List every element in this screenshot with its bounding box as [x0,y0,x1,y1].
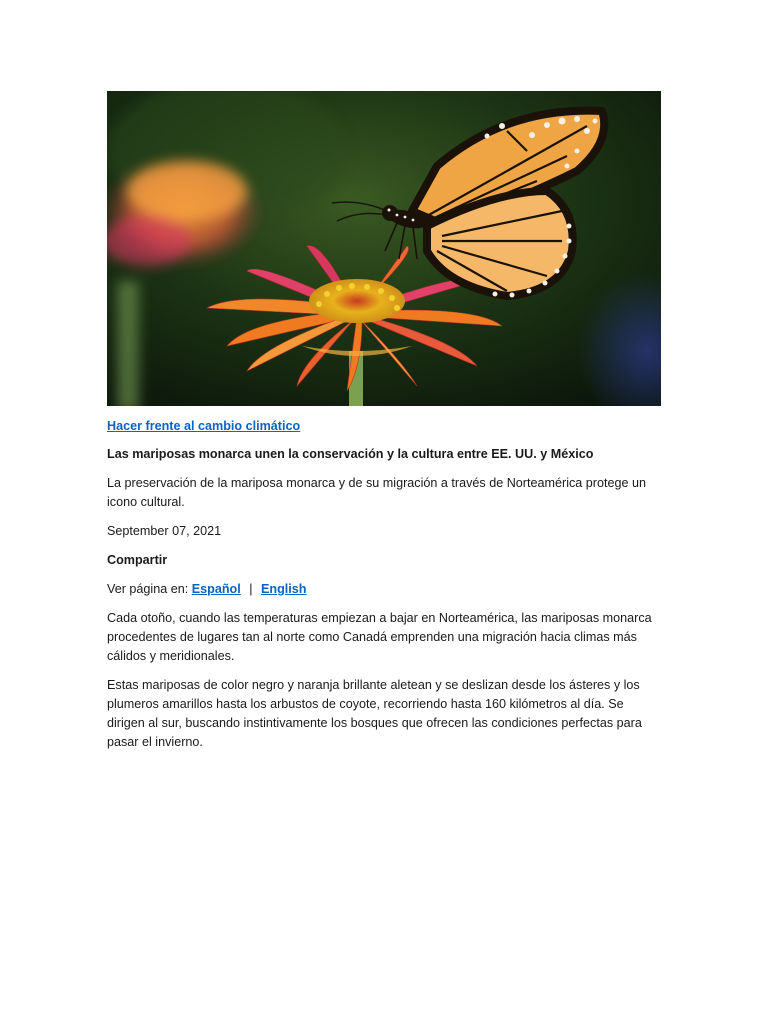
article-dek: La preservación de la mariposa monarca y de su migración a través de Norteamérica protege un icono cultural. [107,476,647,509]
category-paragraph [107,417,663,436]
body-paragraph: Estas mariposas de color negro y naranja brillante aletean y se deslizan desde los ásteres y los plumeros amarillos hasta los arbustos de coyote, recorriendo hasta 160 kilómetros al día. Se dirigen al sur, buscando instintivamente los bosques que ofrecen las condiciones perfectas para pasar el invierno. [107,678,642,749]
language-link-spanish[interactable]: Español [191,582,241,596]
language-prompt: Ver página en: [107,582,192,596]
hero-image [107,91,661,406]
publish-date: September 07, 2021 [107,524,222,538]
article-page [107,91,663,752]
article-headline: Las mariposas monarca unen la conservación y la cultura entre EE. UU. y México [107,447,594,461]
language-link-english[interactable]: English [261,582,307,596]
article-body [107,417,663,752]
body-paragraph: Cada otoño, cuando las temperaturas empiezan a bajar en Norteamérica, las mariposas monarca procedentes de lugares tan al norte como Canadá emprenden una migración hacia climas más cálidos y meridionales. [107,611,652,663]
share-label[interactable]: Compartir [107,553,168,567]
language-switcher [107,580,663,599]
category-link[interactable]: Hacer frente al cambio climático [107,419,301,433]
monarch-butterfly-photo [107,91,661,406]
language-separator: | [249,582,253,596]
